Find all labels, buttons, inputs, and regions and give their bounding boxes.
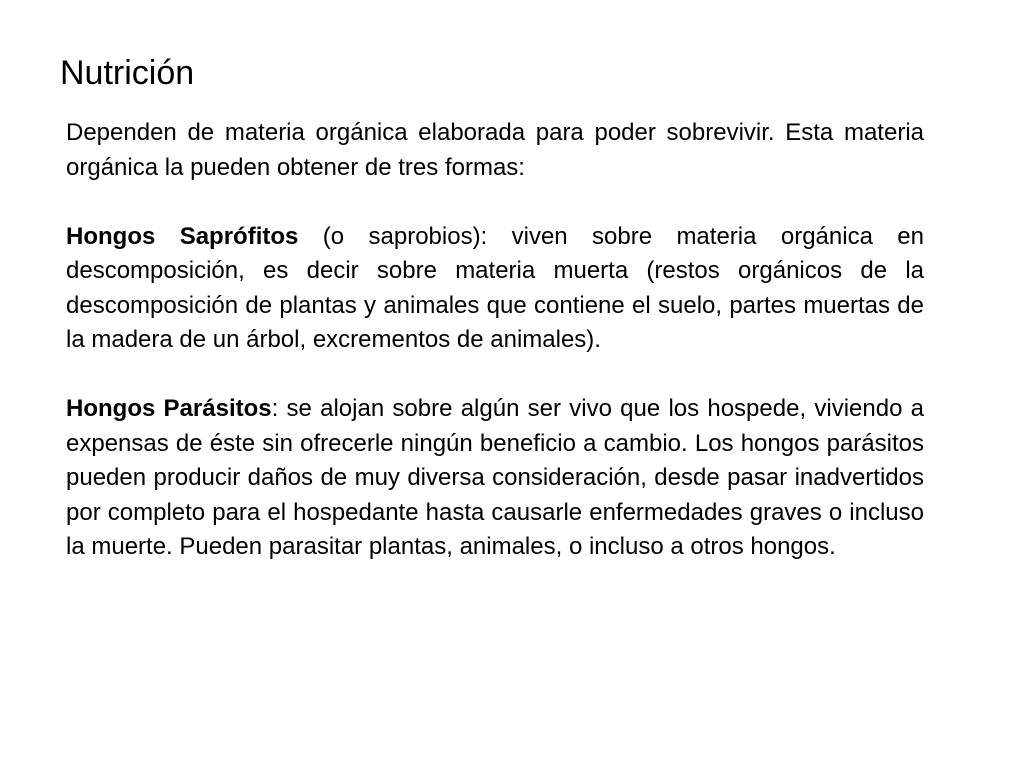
saprofitos-text: (o saprobios): viven sobre materia orgánica en descomposición, es decir sobre materia muerta (restos orgánicos de la descomposición de plantas y animales que contiene el suelo, partes muertas de la madera de un árbol, excrementos de animales). [66, 222, 924, 353]
parasitos-paragraph [66, 392, 924, 565]
parasitos-term: Hongos Parásitos [66, 395, 272, 422]
intro-paragraph: Dependen de materia orgánica elaborada para poder sobrevivir. Esta materia orgánica la pueden obtener de tres formas: [66, 119, 924, 181]
saprofitos-term: Hongos Saprófitos [66, 222, 299, 250]
slide-title: Nutrición [60, 54, 195, 92]
saprofitos-paragraph [66, 220, 924, 358]
parasitos-text: : se alojan sobre algún ser vivo que los hospede, viviendo a expensas de éste sin ofrecerle ningún beneficio a cambio. Los hongos parásitos pueden producir daños de muy diversa consideración, desde pasar inadvertidos por completo para el hospedante hasta causarle enfermedades graves o incluso la muerte. Pueden parasitar plantas, animales, o incluso a otros hongos. [66, 395, 925, 560]
slide-body [66, 116, 924, 565]
